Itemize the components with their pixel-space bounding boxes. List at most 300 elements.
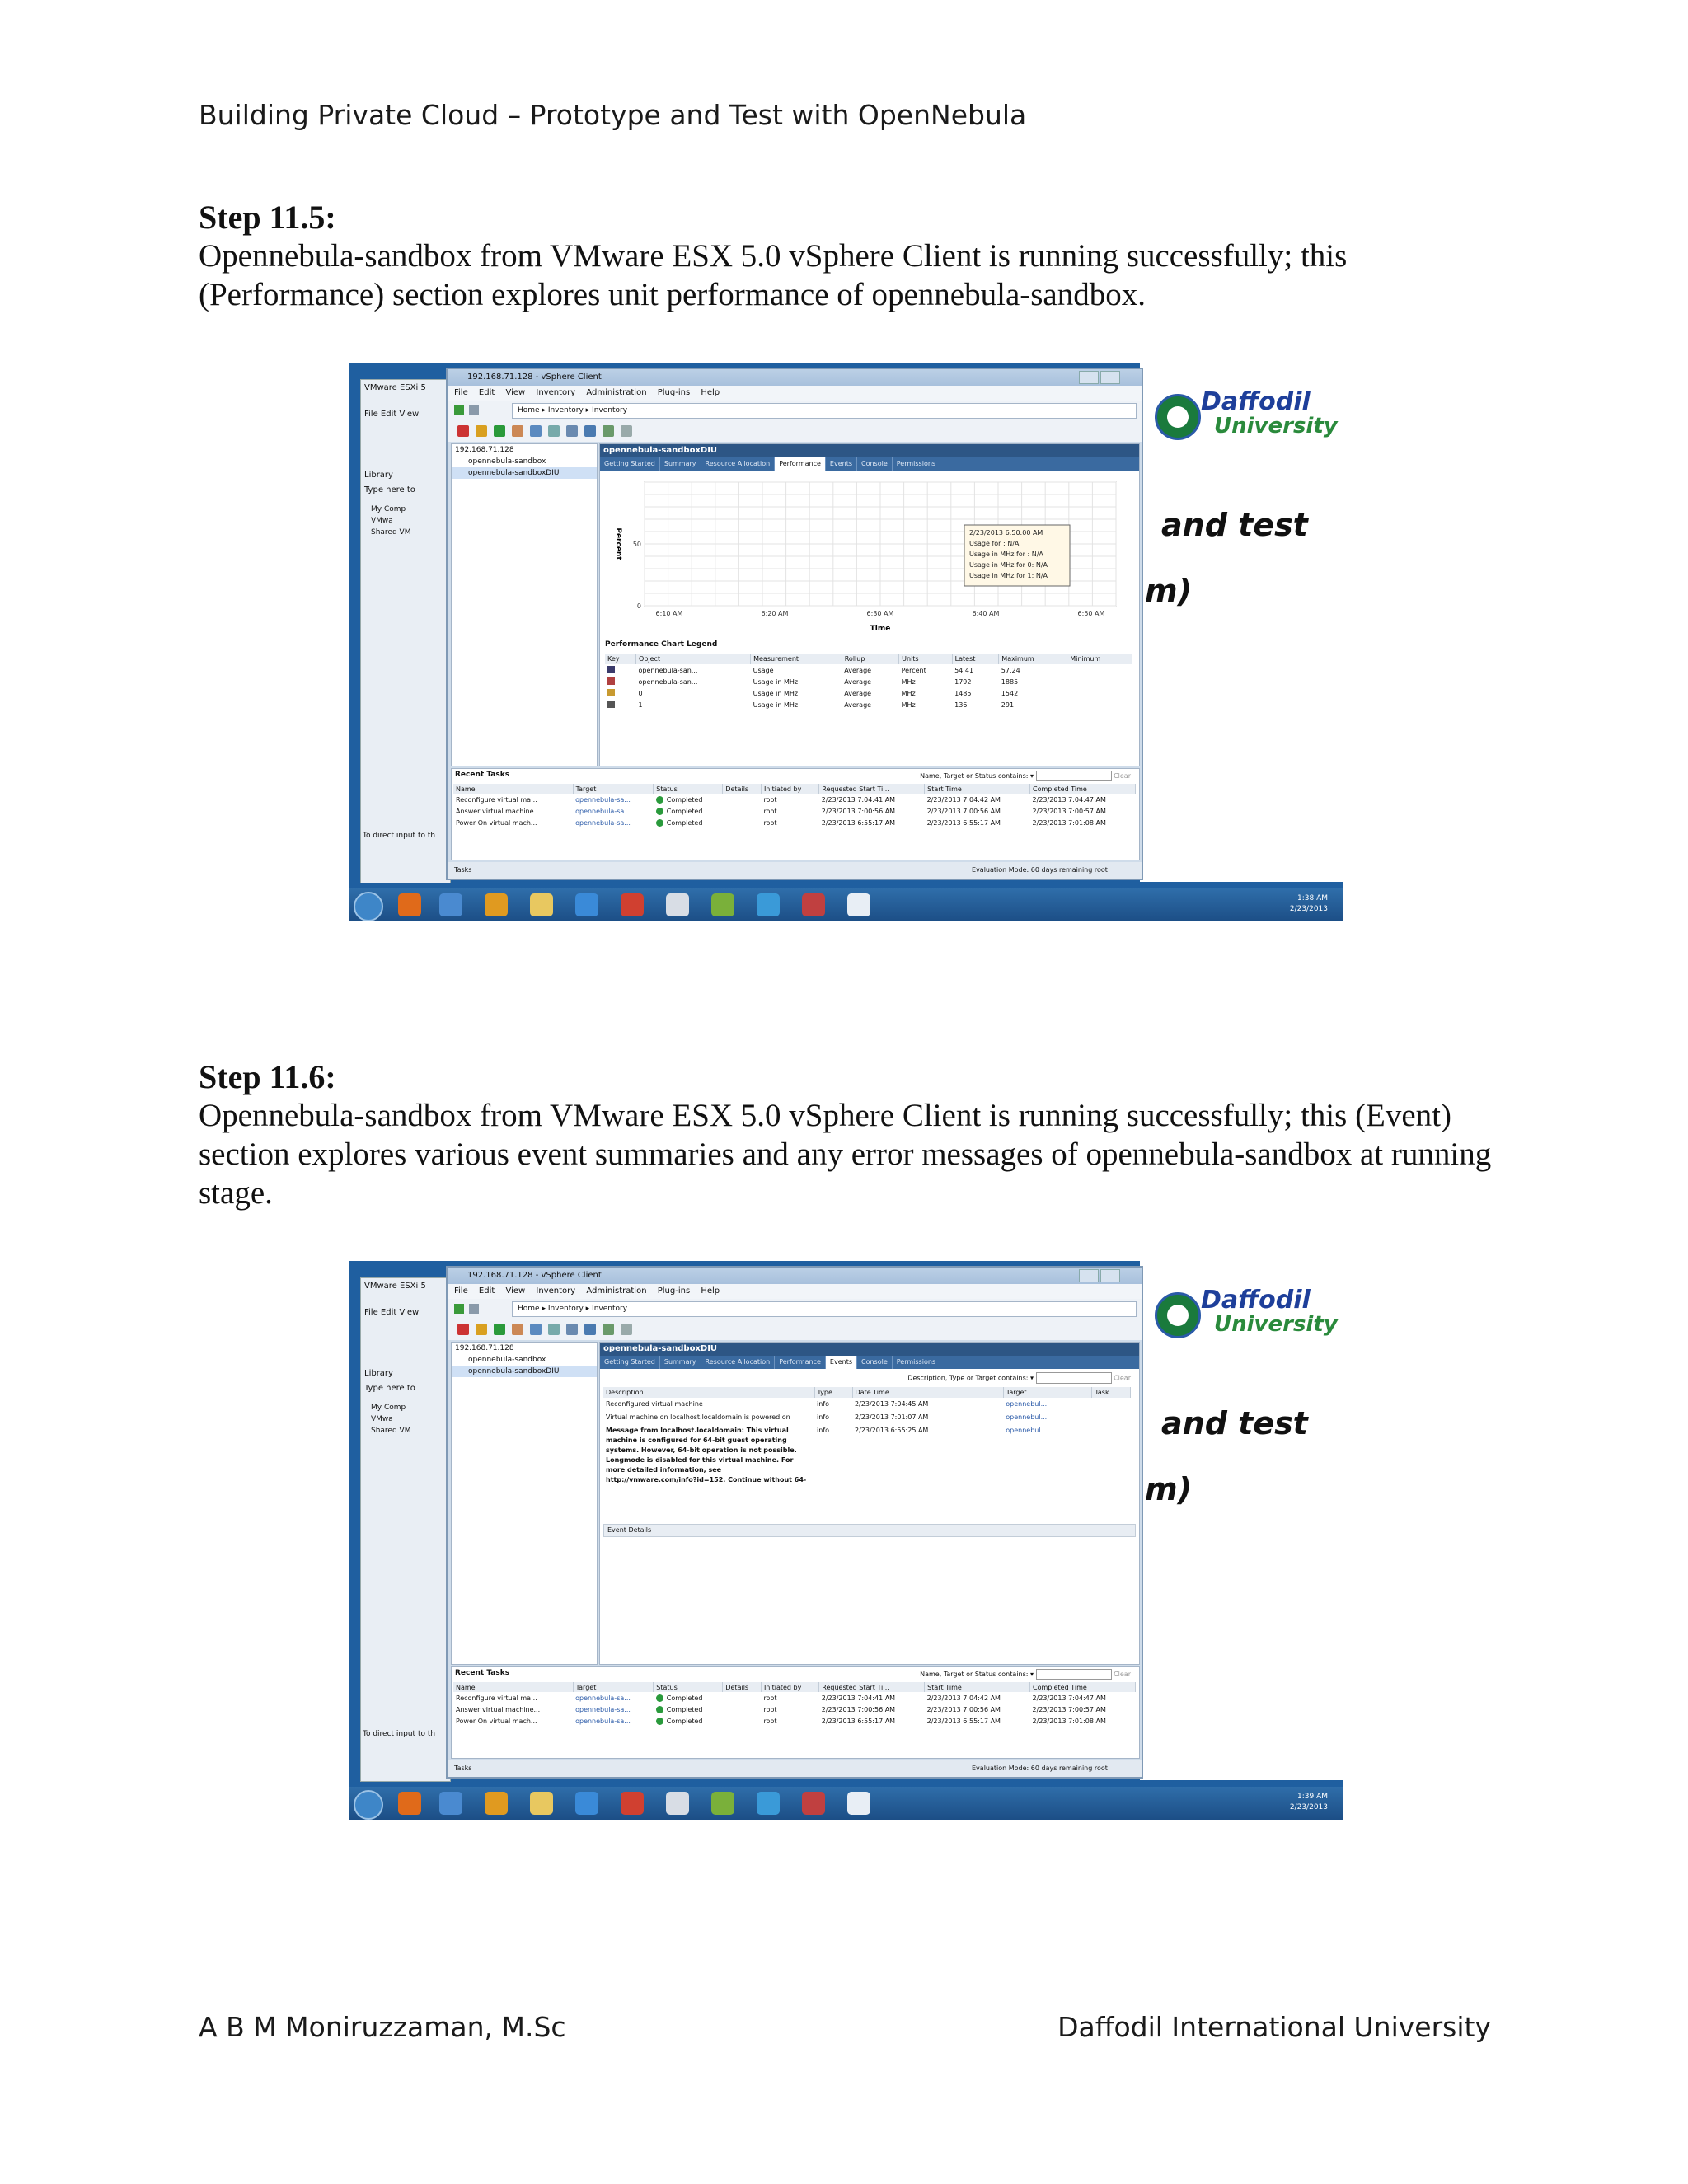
tab-console[interactable]: Console xyxy=(857,1356,893,1369)
vmware-icon[interactable] xyxy=(711,893,734,916)
app-icon[interactable] xyxy=(439,1792,462,1815)
events-column-header: Target xyxy=(1003,1387,1092,1398)
vsphere-window xyxy=(446,1266,1143,1779)
task-cell: opennebula-sa... xyxy=(575,807,631,815)
tab-resource-allocation[interactable]: Resource Allocation xyxy=(701,457,776,471)
task-cell: Completed xyxy=(654,817,723,828)
event-cell: opennebul... xyxy=(1006,1427,1048,1434)
inventory-tree xyxy=(451,1342,598,1665)
events-column-header: Type xyxy=(814,1387,852,1398)
column-header: Start Time xyxy=(925,1682,1030,1692)
task-cell: root xyxy=(763,818,777,827)
tasks-filter-label: Name, Target or Status contains: ▾ xyxy=(920,1671,1034,1678)
legend-cell: 291 xyxy=(1001,701,1015,709)
vm-title: opennebula-sandboxDIU xyxy=(600,444,1139,457)
legend-swatch xyxy=(607,666,615,673)
bg-menu: File Edit View xyxy=(364,410,420,419)
windows-taskbar xyxy=(349,1787,1343,1820)
minimize-button[interactable] xyxy=(1079,1269,1099,1282)
clock-time: 1:39 AM xyxy=(1297,1793,1328,1801)
settings-icon[interactable] xyxy=(603,425,614,437)
task-cell: root xyxy=(763,1694,777,1702)
bg-tree-item[interactable]: Shared VM xyxy=(371,528,411,537)
ie-icon[interactable] xyxy=(575,893,598,916)
tab-bar xyxy=(600,1356,1139,1369)
clock-app-icon[interactable] xyxy=(847,893,870,916)
task-cell: root xyxy=(763,1705,777,1713)
tooltip-line: Usage in MHz for : N/A xyxy=(969,551,1043,558)
performance-chart xyxy=(605,474,1132,639)
event-cell: 2/23/2013 6:55:25 AM xyxy=(855,1427,929,1434)
task-cell: Reconfigure virtual ma... xyxy=(456,795,537,804)
windows-taskbar xyxy=(349,888,1343,921)
media-icon[interactable] xyxy=(485,893,508,916)
status-tasks[interactable]: Tasks xyxy=(454,1765,472,1772)
tab-events[interactable]: Events xyxy=(826,457,857,471)
task-cell: 2/23/2013 6:55:17 AM xyxy=(821,1717,896,1725)
maximize-button[interactable] xyxy=(1100,1269,1120,1282)
status-tasks[interactable]: Tasks xyxy=(454,866,472,874)
menu-plugins[interactable]: Plug-ins xyxy=(657,1286,691,1296)
column-header: Initiated by xyxy=(761,1682,818,1692)
task-cell: Answer virtual machine... xyxy=(456,807,541,815)
chart-legend xyxy=(605,640,1132,764)
legend-key xyxy=(605,687,636,699)
menu-administration[interactable]: Administration xyxy=(586,1286,647,1296)
task-cell: Completed xyxy=(654,1704,723,1715)
x-tick-label: 6:10 AM xyxy=(655,610,683,617)
tree-vm-selected[interactable]: opennebula-sandboxDIU xyxy=(452,1366,597,1377)
task-cell: 2/23/2013 7:04:42 AM xyxy=(926,795,1001,804)
task-cell: opennebula-sa... xyxy=(575,818,631,827)
x-axis-label: Time xyxy=(870,625,891,633)
events-column-header: Task xyxy=(1092,1387,1131,1398)
bg-tree-item[interactable]: Shared VM xyxy=(371,1427,411,1435)
minimize-button[interactable] xyxy=(1079,371,1099,384)
column-header: Requested Start Ti... xyxy=(819,1682,925,1692)
console-icon[interactable] xyxy=(584,425,596,437)
menu-bar xyxy=(448,1284,1142,1299)
event-row[interactable] xyxy=(603,1398,1131,1411)
tool-icon[interactable] xyxy=(802,893,825,916)
check-icon xyxy=(656,796,663,804)
menu-administration[interactable]: Administration xyxy=(586,388,647,397)
tooltip-line: Usage in MHz for 0: N/A xyxy=(969,561,1048,569)
legend-cell: Usage xyxy=(753,666,774,674)
event-cell: opennebul... xyxy=(1006,1400,1048,1408)
legend-cell: opennebula-san... xyxy=(638,677,698,686)
tasks-table xyxy=(453,1682,1136,1727)
daffodil-logo xyxy=(1155,1286,1338,1343)
task-row[interactable] xyxy=(453,1715,1136,1727)
menu-bar xyxy=(448,386,1142,401)
column-header: Requested Start Ti... xyxy=(819,784,925,794)
tab-resource-allocation[interactable]: Resource Allocation xyxy=(701,1356,776,1369)
forward-icon[interactable] xyxy=(469,1304,479,1314)
y-tick-label: 0 xyxy=(636,602,641,610)
menu-file[interactable]: File xyxy=(454,388,468,397)
column-header: Details xyxy=(723,1682,762,1692)
legend-column-header: Key xyxy=(605,654,636,664)
event-cell: info xyxy=(817,1427,830,1434)
menu-view[interactable]: View xyxy=(505,388,526,397)
revert-icon[interactable] xyxy=(548,1324,560,1335)
bg-tree xyxy=(371,504,410,538)
tree-vm[interactable]: opennebula-sandbox xyxy=(468,1356,546,1364)
tab-permissions[interactable]: Permissions xyxy=(893,1356,940,1369)
event-cell: opennebul... xyxy=(1006,1413,1048,1421)
tab-performance[interactable]: Performance xyxy=(775,457,826,471)
legend-cell: MHz xyxy=(901,677,916,686)
bg-search[interactable]: Type here to xyxy=(364,485,415,494)
legend-swatch xyxy=(607,701,615,708)
footer-university: Daffodil International University xyxy=(1057,2011,1491,2043)
task-row[interactable] xyxy=(453,805,1136,817)
clock-app-icon[interactable] xyxy=(847,1792,870,1815)
firefox-icon[interactable] xyxy=(398,893,421,916)
breadcrumb[interactable]: Home ▸ Inventory ▸ Inventory xyxy=(512,1301,1137,1317)
column-header: Target xyxy=(573,784,654,794)
legend-cell: 1792 xyxy=(954,677,972,686)
media-icon[interactable] xyxy=(485,1792,508,1815)
legend-column-header: Minimum xyxy=(1067,654,1132,664)
y-axis-label: Percent xyxy=(614,527,622,560)
window-icon[interactable] xyxy=(666,1792,689,1815)
logo-line1: Daffodil xyxy=(1201,1286,1311,1315)
status-bar xyxy=(448,862,1142,879)
window-title: 192.168.71.128 - vSphere Client xyxy=(448,369,1142,386)
legend-cell: Average xyxy=(844,666,872,674)
task-cell: 2/23/2013 7:00:56 AM xyxy=(821,807,896,815)
status-eval: Evaluation Mode: 60 days remaining root xyxy=(972,866,1108,874)
legend-key xyxy=(605,676,636,687)
bg-slide-text-2: m) xyxy=(1145,1471,1192,1507)
status-bar xyxy=(448,1760,1142,1777)
bg-window-title: VMware ESXi 5 xyxy=(364,1282,426,1291)
tool-icon[interactable] xyxy=(802,1792,825,1815)
task-cell: 2/23/2013 7:00:57 AM xyxy=(1032,1705,1106,1713)
events-panel xyxy=(600,1371,1139,1664)
column-header: Target xyxy=(573,1682,654,1692)
menu-edit[interactable]: Edit xyxy=(478,388,495,397)
task-cell: Answer virtual machine... xyxy=(456,1705,541,1713)
back-icon[interactable] xyxy=(454,405,464,415)
legend-cell xyxy=(1067,664,1132,676)
task-cell: 2/23/2013 6:55:17 AM xyxy=(821,818,896,827)
check-icon xyxy=(656,1718,663,1725)
clock-date: 2/23/2013 xyxy=(1289,1803,1328,1811)
legend-cell: opennebula-san... xyxy=(638,666,698,674)
task-cell: Reconfigure virtual ma... xyxy=(456,1694,537,1702)
menu-plugins[interactable]: Plug-ins xyxy=(657,388,691,397)
legend-row[interactable] xyxy=(605,676,1132,687)
tab-console[interactable]: Console xyxy=(857,457,893,471)
legend-row[interactable] xyxy=(605,664,1132,676)
events-filter-input[interactable] xyxy=(1036,1372,1112,1384)
x-tick-label: 6:30 AM xyxy=(866,610,894,617)
tab-permissions[interactable]: Permissions xyxy=(893,457,940,471)
snapshot-icon[interactable] xyxy=(530,1324,542,1335)
snapshot-icon[interactable] xyxy=(530,425,542,437)
event-cell: Virtual machine on localhost.localdomain is powered on xyxy=(606,1413,790,1421)
toolbar xyxy=(448,420,1142,442)
task-cell: Power On virtual mach... xyxy=(456,818,537,827)
menu-file[interactable]: File xyxy=(454,1286,468,1296)
column-header: Start Time xyxy=(925,784,1030,794)
breadcrumb[interactable]: Home ▸ Inventory ▸ Inventory xyxy=(512,403,1137,419)
step-11-5-text: Opennebula-sandbox from VMware ESX 5.0 vSphere Client is running successfully; this (Performance) section explores unit performance of opennebula-sandbox. xyxy=(199,238,1348,312)
tasks-clear[interactable]: Clear xyxy=(1114,772,1131,780)
window-controls xyxy=(1077,371,1140,384)
legend-cell: 1885 xyxy=(1001,677,1019,686)
legend-cell: MHz xyxy=(901,701,916,709)
vsphere-window xyxy=(446,368,1143,880)
logo-line1: Daffodil xyxy=(1201,387,1311,416)
legend-cell: Usage in MHz xyxy=(753,677,799,686)
window-title: 192.168.71.128 - vSphere Client xyxy=(448,1268,1142,1284)
window-controls xyxy=(1077,1269,1140,1282)
status-eval: Evaluation Mode: 60 days remaining root xyxy=(972,1765,1108,1772)
legend-swatch xyxy=(607,689,615,696)
pause-icon[interactable] xyxy=(476,425,487,437)
console-icon[interactable] xyxy=(584,1324,596,1335)
ie-icon[interactable] xyxy=(575,1792,598,1815)
event-details-header: Event Details xyxy=(603,1524,1136,1537)
bg-library-label: Library xyxy=(364,471,393,480)
tree-vm-selected[interactable]: opennebula-sandboxDIU xyxy=(452,467,597,479)
bg-tree-item[interactable]: VMwa xyxy=(371,1415,393,1423)
recent-tasks-title: Recent Tasks xyxy=(455,1669,510,1677)
nav-bar xyxy=(448,1299,1142,1319)
menu-help[interactable]: Help xyxy=(701,388,720,397)
revert-icon[interactable] xyxy=(548,425,560,437)
menu-help[interactable]: Help xyxy=(701,1286,720,1296)
tasks-clear[interactable]: Clear xyxy=(1114,1671,1131,1678)
migrate-icon[interactable] xyxy=(621,425,632,437)
folder-icon[interactable] xyxy=(530,1792,553,1815)
bg-tree xyxy=(371,1402,410,1436)
menu-edit[interactable]: Edit xyxy=(478,1286,495,1296)
nav-bar xyxy=(448,401,1142,420)
recent-tasks-title: Recent Tasks xyxy=(455,771,510,779)
legend-table xyxy=(605,654,1132,710)
task-cell: opennebula-sa... xyxy=(575,1717,631,1725)
logo-seal-icon xyxy=(1155,1292,1201,1338)
task-cell: 2/23/2013 7:04:47 AM xyxy=(1032,1694,1106,1702)
tree-host[interactable]: 192.168.71.128 xyxy=(455,446,514,454)
settings-icon[interactable] xyxy=(603,1324,614,1335)
task-cell xyxy=(723,1715,762,1727)
main-panel xyxy=(599,443,1140,766)
column-header: Completed Time xyxy=(1030,784,1136,794)
bg-tree-item[interactable]: My Comp xyxy=(371,505,406,513)
tab-events[interactable]: Events xyxy=(826,1356,857,1369)
play-icon[interactable] xyxy=(494,1324,505,1335)
step-11-6-text: Opennebula-sandbox from VMware ESX 5.0 vSphere Client is running successfully; this (Event) section explores various event summaries and any error messages of opennebula-sandbox at running stage. xyxy=(199,1098,1492,1211)
folder-icon[interactable] xyxy=(530,893,553,916)
recent-tasks-panel xyxy=(451,1666,1140,1759)
window-icon[interactable] xyxy=(666,893,689,916)
logo-line2: University xyxy=(1214,1312,1338,1337)
firefox-icon[interactable] xyxy=(398,1792,421,1815)
task-row[interactable] xyxy=(453,1704,1136,1715)
column-header: Details xyxy=(723,784,762,794)
tasks-filter-input[interactable] xyxy=(1036,771,1112,781)
step-11-5-title: Step 11.5: xyxy=(199,199,336,236)
legend-cell: Average xyxy=(844,689,872,697)
task-cell: Completed xyxy=(654,1692,723,1704)
check-icon xyxy=(656,808,663,815)
bg-bottom-text: To direct input to th xyxy=(363,1730,436,1738)
refresh-icon[interactable] xyxy=(512,1324,523,1335)
daffodil-logo xyxy=(1155,387,1338,445)
play-icon[interactable] xyxy=(494,425,505,437)
legend-cell: 1 xyxy=(638,701,643,709)
taskbar-clock xyxy=(1290,1792,1328,1813)
bg-search[interactable]: Type here to xyxy=(364,1384,415,1393)
task-cell: 2/23/2013 7:01:08 AM xyxy=(1032,818,1106,827)
screenshot-events xyxy=(349,1261,1343,1820)
tab-getting-started[interactable]: Getting Started xyxy=(600,1356,660,1369)
event-cell: 2/23/2013 7:01:07 AM xyxy=(855,1413,929,1421)
x-tick-label: 6:20 AM xyxy=(761,610,789,617)
taskbar-clock xyxy=(1290,893,1328,915)
bg-window-title: VMware ESXi 5 xyxy=(364,383,426,392)
pause-icon[interactable] xyxy=(476,1324,487,1335)
manage-icon[interactable] xyxy=(566,1324,578,1335)
start-button[interactable] xyxy=(354,1790,383,1820)
bg-vmware-window xyxy=(360,379,451,883)
vm-title: opennebula-sandboxDIU xyxy=(600,1343,1139,1356)
x-tick-label: 6:50 AM xyxy=(1077,610,1105,617)
legend-column-header: Maximum xyxy=(999,654,1067,664)
bg-slide-text: and test xyxy=(1161,1405,1308,1441)
events-clear[interactable]: Clear xyxy=(1114,1374,1131,1382)
refresh-icon[interactable] xyxy=(512,425,523,437)
tree-vm[interactable]: opennebula-sandbox xyxy=(468,457,546,466)
event-cell xyxy=(1092,1398,1131,1411)
tab-summary[interactable]: Summary xyxy=(660,1356,701,1369)
events-filter-label: Description, Type or Target contains: ▾ xyxy=(907,1374,1034,1382)
vmware-icon[interactable] xyxy=(711,1792,734,1815)
forward-icon[interactable] xyxy=(469,405,479,415)
task-cell: 2/23/2013 7:04:47 AM xyxy=(1032,795,1106,804)
event-cell: 2/23/2013 7:04:45 AM xyxy=(855,1400,929,1408)
legend-title: Performance Chart Legend xyxy=(605,640,718,649)
legend-column-header: Rollup xyxy=(842,654,898,664)
chrome-icon[interactable] xyxy=(621,893,644,916)
event-row[interactable] xyxy=(603,1424,1131,1487)
legend-key xyxy=(605,664,636,676)
task-cell: 2/23/2013 6:55:17 AM xyxy=(926,1717,1001,1725)
stop-icon[interactable] xyxy=(457,1324,469,1335)
legend-column-header: Latest xyxy=(952,654,999,664)
vsphere-icon[interactable] xyxy=(757,893,780,916)
task-cell: 2/23/2013 7:04:41 AM xyxy=(821,1694,896,1702)
bg-tree-item[interactable]: My Comp xyxy=(371,1404,406,1412)
task-cell: root xyxy=(763,807,777,815)
event-cell xyxy=(1092,1411,1131,1424)
tree-host[interactable]: 192.168.71.128 xyxy=(455,1344,514,1352)
menu-inventory[interactable]: Inventory xyxy=(536,388,576,397)
legend-column-header: Measurement xyxy=(751,654,842,664)
bg-slide-text-2: m) xyxy=(1145,573,1192,609)
bg-tree-item[interactable]: VMwa xyxy=(371,517,393,525)
task-row[interactable] xyxy=(453,794,1136,805)
tasks-filter xyxy=(920,771,1131,781)
bg-slide-text: and test xyxy=(1161,507,1308,543)
screenshot-performance xyxy=(349,363,1343,921)
legend-cell: 136 xyxy=(954,701,968,709)
chrome-icon[interactable] xyxy=(621,1792,644,1815)
events-column-header: Date Time xyxy=(852,1387,1003,1398)
bg-bottom-text: To direct input to th xyxy=(363,832,436,840)
x-tick-label: 6:40 AM xyxy=(972,610,1000,617)
task-cell: Completed xyxy=(654,794,723,805)
event-cell: info xyxy=(817,1413,830,1421)
stop-icon[interactable] xyxy=(457,425,469,437)
task-cell xyxy=(723,794,762,805)
check-icon xyxy=(656,1694,663,1702)
tab-summary[interactable]: Summary xyxy=(660,457,701,471)
vsphere-icon[interactable] xyxy=(757,1792,780,1815)
tooltip-line: Usage for : N/A xyxy=(969,540,1020,547)
tooltip-line: 2/23/2013 6:50:00 AM xyxy=(969,529,1043,537)
event-row[interactable] xyxy=(603,1411,1131,1424)
task-cell: 2/23/2013 7:04:42 AM xyxy=(926,1694,1001,1702)
legend-row[interactable] xyxy=(605,687,1132,699)
task-row[interactable] xyxy=(453,817,1136,828)
tab-performance[interactable]: Performance xyxy=(775,1356,826,1369)
task-cell: 2/23/2013 7:01:08 AM xyxy=(1032,1717,1106,1725)
task-cell: root xyxy=(763,795,777,804)
tasks-filter-input[interactable] xyxy=(1036,1669,1112,1680)
menu-inventory[interactable]: Inventory xyxy=(536,1286,576,1296)
check-icon xyxy=(656,1706,663,1713)
event-cell: Reconfigured virtual machine xyxy=(606,1400,703,1408)
legend-cell xyxy=(1067,676,1132,687)
start-button[interactable] xyxy=(354,892,383,921)
task-row[interactable] xyxy=(453,1692,1136,1704)
task-cell: Completed xyxy=(654,805,723,817)
legend-key xyxy=(605,699,636,710)
legend-cell: MHz xyxy=(901,689,916,697)
tab-getting-started[interactable]: Getting Started xyxy=(600,457,660,471)
event-cell xyxy=(1092,1424,1131,1487)
task-cell: 2/23/2013 7:00:56 AM xyxy=(926,807,1001,815)
check-icon xyxy=(656,819,663,827)
migrate-icon[interactable] xyxy=(621,1324,632,1335)
tasks-filter xyxy=(920,1669,1131,1680)
menu-view[interactable]: View xyxy=(505,1286,526,1296)
legend-column-header: Object xyxy=(636,654,751,664)
legend-cell: 54.41 xyxy=(954,666,974,674)
legend-cell: 1542 xyxy=(1001,689,1019,697)
back-icon[interactable] xyxy=(454,1304,464,1314)
legend-cell: Percent xyxy=(901,666,926,674)
column-header: Initiated by xyxy=(761,784,818,794)
legend-row[interactable] xyxy=(605,699,1132,710)
bg-vmware-window xyxy=(360,1277,451,1782)
legend-cell: Average xyxy=(844,677,872,686)
legend-cell: Usage in MHz xyxy=(753,689,799,697)
maximize-button[interactable] xyxy=(1100,371,1120,384)
y-tick-label: 50 xyxy=(632,541,641,548)
task-cell: 2/23/2013 7:00:56 AM xyxy=(926,1705,1001,1713)
app-icon[interactable] xyxy=(439,893,462,916)
task-cell: 2/23/2013 7:04:41 AM xyxy=(821,795,896,804)
manage-icon[interactable] xyxy=(566,425,578,437)
